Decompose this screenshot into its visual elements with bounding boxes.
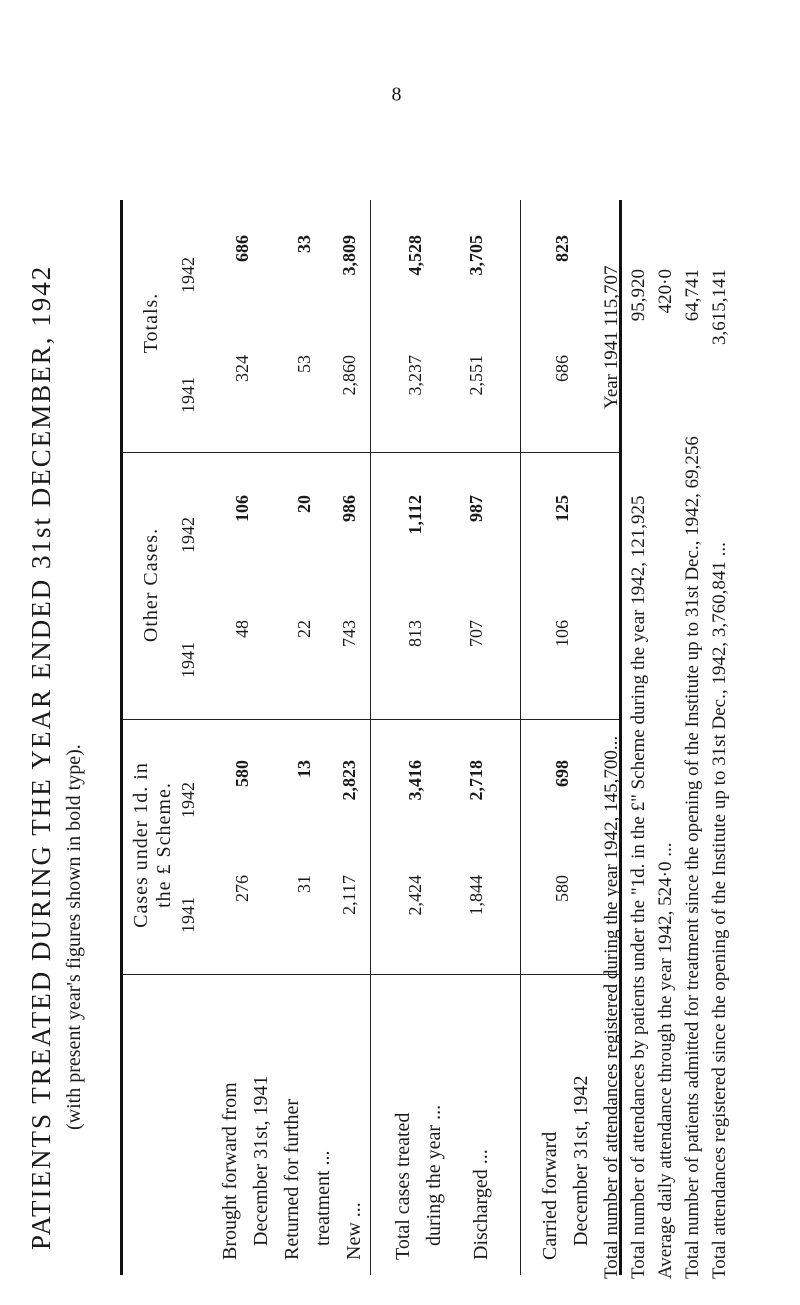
- year-label: 1942: [178, 257, 198, 293]
- table-cell: 3,416: [405, 760, 425, 801]
- row-label: Returned for further treatment ...: [281, 1098, 334, 1260]
- table-cell: 33: [294, 235, 314, 253]
- row-label: Discharged ...: [470, 1149, 492, 1260]
- table-cell: 813: [405, 620, 425, 647]
- table-cell: 2,551: [466, 355, 486, 396]
- column-divider: [123, 452, 619, 453]
- table-cell: 106: [232, 495, 252, 522]
- table-cell: 743: [339, 620, 359, 647]
- table-cell: 1,112: [405, 495, 425, 535]
- table-cell: 276: [232, 875, 252, 902]
- table-cell: 106: [552, 620, 572, 647]
- header-other-cases: Other Cases.: [140, 527, 162, 643]
- row-label: New ...: [343, 1202, 365, 1260]
- column-divider: [123, 719, 619, 720]
- table-cell: 3,237: [405, 355, 425, 396]
- table-cell: 686: [552, 355, 572, 382]
- header-cases-1d: Cases under 1d. in the £ Scheme.: [130, 762, 175, 928]
- page-title: PATIENTS TREATED DURING THE YEAR ENDED 31st DECEMBER, 1942: [26, 264, 56, 1250]
- table-cell: 53: [294, 355, 314, 373]
- table-cell: 4,528: [405, 235, 425, 276]
- row-divider: [370, 200, 371, 1275]
- page-number: 8: [391, 83, 402, 106]
- year-label: 1941: [178, 897, 198, 933]
- row-label: Total cases treated during the year ...: [392, 1104, 445, 1260]
- table-cell: 3,809: [339, 235, 359, 276]
- table-cell: 20: [294, 495, 314, 513]
- row-divider: [520, 200, 521, 1275]
- year-label: 1942: [178, 782, 198, 818]
- table-cell: 2,860: [339, 355, 359, 396]
- table-cell: 324: [232, 355, 252, 382]
- table-cell: 987: [466, 495, 486, 522]
- header-totals: Totals.: [140, 292, 162, 354]
- table-cell: 2,424: [405, 875, 425, 916]
- table-cell: 22: [294, 620, 314, 638]
- page-subtitle: (with present year's figures shown in bold type).: [63, 744, 85, 1130]
- year-label: 1942: [178, 517, 198, 553]
- table-cell: 686: [232, 235, 252, 262]
- footnotes: Total number of attendances registered during the year 1942, 145,700... Year 1941 115,707 Total number of attendances by patients under the "1d. in the £" Scheme during the year 1942, 121,925 95,920 Average daily attendance through the year 1942, 524·0 ... 420·0 Total number of patients admitted for treatment since the opening of the Institute up to 31st Dec., 1942, 69,256 64,741 Total attendances registered since the opening of the Institute up to 31st Dec., 1942, 3,760,841 ... 3,615,141: [601, 265, 730, 1279]
- table-cell: 580: [232, 760, 252, 787]
- table-cell: 125: [552, 495, 572, 522]
- table-cell: 1,844: [466, 875, 486, 916]
- table-cell: 2,117: [339, 875, 359, 915]
- table-cell: 698: [552, 760, 572, 787]
- table-cell: 3,705: [466, 235, 486, 276]
- row-label: Carried forward December 31st, 1942: [539, 1075, 592, 1260]
- table-cell: 986: [339, 495, 359, 522]
- table-cell: 31: [294, 875, 314, 893]
- year-label: 1941: [178, 377, 198, 413]
- table-cell: 823: [552, 235, 572, 262]
- table-cell: 2,823: [339, 760, 359, 801]
- table-cell: 580: [552, 875, 572, 902]
- table-cell: 707: [466, 620, 486, 647]
- year-label: 1941: [178, 642, 198, 678]
- table-cell: 13: [294, 760, 314, 778]
- column-divider: [123, 974, 619, 975]
- table-cell: 2,718: [466, 760, 486, 801]
- table-cell: 48: [232, 620, 252, 638]
- row-label: Brought forward from December 31st, 1941: [219, 1075, 272, 1260]
